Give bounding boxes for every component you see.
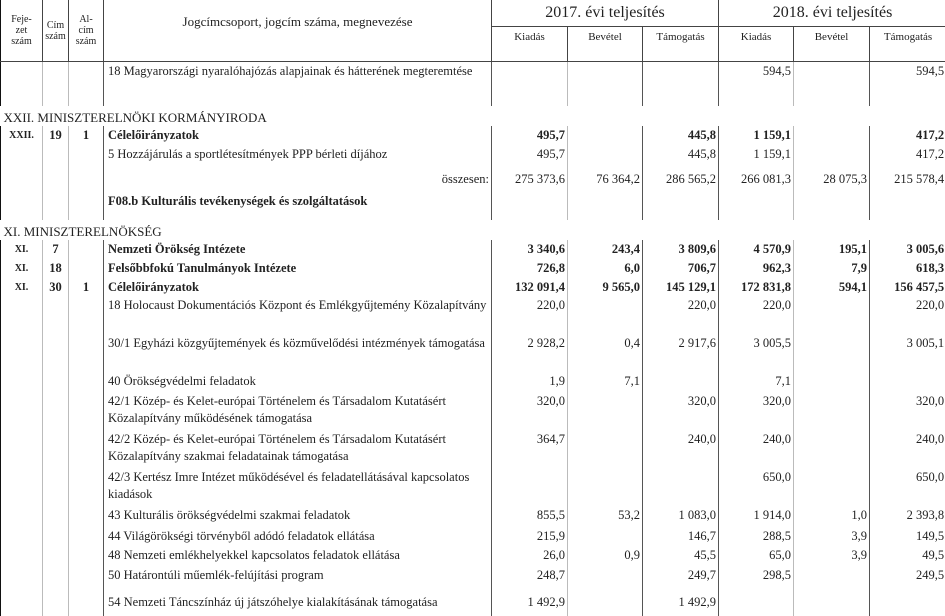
fejezet-cell <box>1 62 43 106</box>
fejezet-cell <box>1 430 43 468</box>
item-name: 50 Határontúli műemlék-felújítási program <box>104 566 492 593</box>
value-kiadas-2017: 726,8 <box>492 259 568 278</box>
header-2018-tamogatas: Támogatás <box>870 27 945 62</box>
value-bevetel-2017: 243,4 <box>568 240 643 259</box>
value-tamogatas-2017: 146,7 <box>643 527 719 546</box>
fejezet-cell: XXII. <box>1 126 43 145</box>
alcim-cell: 1 <box>69 278 104 296</box>
alcim-cell <box>69 392 104 430</box>
value-bevetel-2018 <box>794 334 870 372</box>
item-name: Felsőbbfokú Tanulmányok Intézete <box>104 259 492 278</box>
value-tamogatas-2017: 1 492,9 <box>643 593 719 616</box>
value-bevetel-2018: 195,1 <box>794 240 870 259</box>
value-kiadas-2017: 320,0 <box>492 392 568 430</box>
value-bevetel-2018 <box>794 62 870 106</box>
table-row <box>1 392 945 430</box>
cim-cell <box>43 527 69 546</box>
cim-cell <box>43 372 69 392</box>
value-tamogatas-2017: 45,5 <box>643 546 719 566</box>
value-tamogatas-2017 <box>643 192 719 220</box>
value-kiadas-2018: 4 570,9 <box>719 240 794 259</box>
value-tamogatas-2017: 445,8 <box>643 126 719 145</box>
fejezet-cell <box>1 296 43 334</box>
item-name: 48 Nemzeti emlékhelyekkel kapcsolatos feladatok ellátása <box>104 546 492 566</box>
alcim-cell <box>69 296 104 334</box>
alcim-cell <box>69 62 104 106</box>
value-bevetel-2018 <box>794 392 870 430</box>
value-bevetel-2018 <box>794 566 870 593</box>
value-bevetel-2018 <box>794 192 870 220</box>
header-2017-kiadas: Kiadás <box>492 27 568 62</box>
value-bevetel-2018: 3,9 <box>794 527 870 546</box>
value-tamogatas-2018: 149,5 <box>870 527 945 546</box>
item-name: 30/1 Egyházi közgyűjtemények és közművelődési intézmények támogatása <box>104 334 492 372</box>
value-kiadas-2017: 855,5 <box>492 506 568 527</box>
value-kiadas-2017: 132 091,4 <box>492 278 568 296</box>
value-kiadas-2018: 320,0 <box>719 392 794 430</box>
cim-cell <box>43 62 69 106</box>
item-name: 40 Örökségvédelmi feladatok <box>104 372 492 392</box>
table-row <box>1 593 945 616</box>
item-name: 42/3 Kertész Imre Intézet működésével és feladatellátásával kapcsolatos kiadások <box>104 468 492 506</box>
value-kiadas-2018: 3 005,5 <box>719 334 794 372</box>
cim-cell: 19 <box>43 126 69 145</box>
alcim-cell <box>69 527 104 546</box>
value-tamogatas-2018: 417,2 <box>870 126 945 145</box>
table-row <box>1 468 945 506</box>
value-kiadas-2018: 240,0 <box>719 430 794 468</box>
value-bevetel-2017 <box>568 527 643 546</box>
item-name: 54 Nemzeti Táncszínház új játszóhelye kialakításának támogatása <box>104 593 492 616</box>
fejezet-cell <box>1 192 43 220</box>
alcim-cell <box>69 145 104 163</box>
alcim-cell <box>69 334 104 372</box>
fejezet-cell <box>1 372 43 392</box>
cim-cell <box>43 430 69 468</box>
alcim-cell: 1 <box>69 126 104 145</box>
value-kiadas-2018 <box>719 192 794 220</box>
value-bevetel-2017 <box>568 145 643 163</box>
cim-cell <box>43 334 69 372</box>
section-heading-row <box>1 220 945 240</box>
fejezet-cell <box>1 506 43 527</box>
item-name: F08.b Kulturális tevékenységek és szolgáltatások <box>104 192 492 220</box>
value-bevetel-2017 <box>568 468 643 506</box>
table-row <box>1 527 945 546</box>
value-kiadas-2018 <box>719 593 794 616</box>
alcim-cell <box>69 546 104 566</box>
value-tamogatas-2018: 594,5 <box>870 62 945 106</box>
value-bevetel-2018: 3,9 <box>794 546 870 566</box>
value-bevetel-2017 <box>568 593 643 616</box>
table-row <box>1 62 945 106</box>
alcim-cell <box>69 372 104 392</box>
item-name: összesen: <box>104 163 492 192</box>
value-bevetel-2017: 76 364,2 <box>568 163 643 192</box>
value-tamogatas-2018: 215 578,4 <box>870 163 945 192</box>
value-bevetel-2018 <box>794 145 870 163</box>
value-bevetel-2018: 28 075,3 <box>794 163 870 192</box>
cim-cell: 30 <box>43 278 69 296</box>
header-alcim: Al- cím szám <box>69 0 104 62</box>
cim-cell: 7 <box>43 240 69 259</box>
value-tamogatas-2018 <box>870 192 945 220</box>
value-kiadas-2017 <box>492 468 568 506</box>
item-name: 43 Kulturális örökségvédelmi szakmai feladatok <box>104 506 492 527</box>
total-row <box>1 163 945 192</box>
fejezet-cell <box>1 392 43 430</box>
value-tamogatas-2017: 240,0 <box>643 430 719 468</box>
header-name: Jogcímcsoport, jogcím száma, megnevezése <box>104 0 492 62</box>
cim-cell <box>43 392 69 430</box>
value-tamogatas-2018: 3 005,6 <box>870 240 945 259</box>
value-tamogatas-2018: 3 005,1 <box>870 334 945 372</box>
table-row <box>1 546 945 566</box>
item-name: 5 Hozzájárulás a sportlétesítmények PPP bérleti díjához <box>104 145 492 163</box>
value-kiadas-2017: 495,7 <box>492 126 568 145</box>
item-name: 42/1 Közép- és Kelet-európai Történelem és Társadalom Kutatásért Közalapítvány működésének támogatása <box>104 392 492 430</box>
alcim-cell <box>69 163 104 192</box>
table-row <box>1 240 945 259</box>
cim-cell <box>43 145 69 163</box>
value-tamogatas-2017: 286 565,2 <box>643 163 719 192</box>
value-kiadas-2018: 65,0 <box>719 546 794 566</box>
value-bevetel-2018 <box>794 372 870 392</box>
header-2018-kiadas: Kiadás <box>719 27 794 62</box>
value-kiadas-2017: 364,7 <box>492 430 568 468</box>
value-kiadas-2018: 1 159,1 <box>719 126 794 145</box>
table-header <box>1 0 945 62</box>
fejezet-cell <box>1 145 43 163</box>
value-kiadas-2018: 298,5 <box>719 566 794 593</box>
value-kiadas-2017: 3 340,6 <box>492 240 568 259</box>
value-bevetel-2018 <box>794 296 870 334</box>
value-kiadas-2018: 288,5 <box>719 527 794 546</box>
value-tamogatas-2017: 445,8 <box>643 145 719 163</box>
table-row <box>1 259 945 278</box>
value-bevetel-2017 <box>568 296 643 334</box>
fejezet-cell: XI. <box>1 259 43 278</box>
value-kiadas-2017: 1 492,9 <box>492 593 568 616</box>
value-tamogatas-2018: 320,0 <box>870 392 945 430</box>
fejezet-cell: XI. <box>1 240 43 259</box>
value-kiadas-2018: 172 831,8 <box>719 278 794 296</box>
cim-cell <box>43 566 69 593</box>
value-kiadas-2017: 220,0 <box>492 296 568 334</box>
value-bevetel-2018 <box>794 468 870 506</box>
fejezet-cell <box>1 527 43 546</box>
value-bevetel-2017 <box>568 126 643 145</box>
value-tamogatas-2018 <box>870 372 945 392</box>
value-tamogatas-2018: 156 457,5 <box>870 278 945 296</box>
value-kiadas-2017 <box>492 192 568 220</box>
header-2017-tamogatas: Támogatás <box>643 27 719 62</box>
item-name: Nemzeti Örökség Intézete <box>104 240 492 259</box>
item-name: 44 Világörökségi törvényből adódó feladatok ellátása <box>104 527 492 546</box>
header-2018: 2018. évi teljesítés <box>719 0 945 27</box>
value-tamogatas-2018: 249,5 <box>870 566 945 593</box>
value-kiadas-2018: 594,5 <box>719 62 794 106</box>
alcim-cell <box>69 259 104 278</box>
value-bevetel-2018 <box>794 593 870 616</box>
fejezet-cell <box>1 546 43 566</box>
value-kiadas-2017: 1,9 <box>492 372 568 392</box>
value-tamogatas-2017: 2 917,6 <box>643 334 719 372</box>
item-name: 18 Holocaust Dokumentációs Központ és Emlékgyűjtemény Közalapítvány <box>104 296 492 334</box>
alcim-cell <box>69 430 104 468</box>
header-2017-bevetel: Bevétel <box>568 27 643 62</box>
value-kiadas-2017 <box>492 62 568 106</box>
value-tamogatas-2017: 249,7 <box>643 566 719 593</box>
table-row <box>1 145 945 163</box>
header-fejezet: Feje- zet szám <box>1 0 43 62</box>
value-tamogatas-2018: 49,5 <box>870 546 945 566</box>
section-title: XXII. MINISZTERELNÖKI KORMÁNYIRODA <box>3 109 267 125</box>
item-name: Célelőirányzatok <box>104 278 492 296</box>
value-bevetel-2018: 1,0 <box>794 506 870 527</box>
fejezet-cell <box>1 566 43 593</box>
value-tamogatas-2017: 3 809,6 <box>643 240 719 259</box>
value-kiadas-2018: 220,0 <box>719 296 794 334</box>
alcim-cell <box>69 192 104 220</box>
value-bevetel-2017 <box>568 566 643 593</box>
value-bevetel-2018 <box>794 430 870 468</box>
value-bevetel-2017 <box>568 62 643 106</box>
value-kiadas-2018: 1 914,0 <box>719 506 794 527</box>
value-tamogatas-2017 <box>643 372 719 392</box>
value-tamogatas-2017: 320,0 <box>643 392 719 430</box>
table-row <box>1 126 945 145</box>
table-row <box>1 334 945 372</box>
alcim-cell <box>69 240 104 259</box>
table-row <box>1 566 945 593</box>
value-bevetel-2017 <box>568 392 643 430</box>
header-2017: 2017. évi teljesítés <box>492 0 719 27</box>
value-kiadas-2017: 215,9 <box>492 527 568 546</box>
value-bevetel-2017 <box>568 430 643 468</box>
table-row <box>1 296 945 334</box>
value-kiadas-2017: 495,7 <box>492 145 568 163</box>
value-kiadas-2017: 2 928,2 <box>492 334 568 372</box>
alcim-cell <box>69 566 104 593</box>
value-tamogatas-2017: 706,7 <box>643 259 719 278</box>
cim-cell <box>43 192 69 220</box>
value-kiadas-2018: 7,1 <box>719 372 794 392</box>
value-tamogatas-2017: 220,0 <box>643 296 719 334</box>
value-tamogatas-2018: 240,0 <box>870 430 945 468</box>
fejezet-cell: XI. <box>1 278 43 296</box>
section-title: XI. MINISZTERELNÖKSÉG <box>3 223 162 239</box>
alcim-cell <box>69 468 104 506</box>
item-name: Célelőirányzatok <box>104 126 492 145</box>
table-body <box>1 62 945 616</box>
value-bevetel-2018: 7,9 <box>794 259 870 278</box>
cim-cell <box>43 163 69 192</box>
value-kiadas-2017: 275 373,6 <box>492 163 568 192</box>
alcim-cell <box>69 593 104 616</box>
value-bevetel-2017: 0,4 <box>568 334 643 372</box>
value-tamogatas-2018: 220,0 <box>870 296 945 334</box>
section-heading-row <box>1 106 945 126</box>
alcim-cell <box>69 506 104 527</box>
fejezet-cell <box>1 163 43 192</box>
value-tamogatas-2018: 2 393,8 <box>870 506 945 527</box>
value-tamogatas-2017 <box>643 62 719 106</box>
value-bevetel-2017 <box>568 192 643 220</box>
item-name: 42/2 Közép- és Kelet-európai Történelem és Társadalom Kutatásért Közalapítvány szakmai feladatainak támogatása <box>104 430 492 468</box>
value-tamogatas-2018 <box>870 593 945 616</box>
value-tamogatas-2017: 145 129,1 <box>643 278 719 296</box>
value-bevetel-2017: 6,0 <box>568 259 643 278</box>
value-tamogatas-2018: 650,0 <box>870 468 945 506</box>
value-bevetel-2017: 9 565,0 <box>568 278 643 296</box>
cim-cell: 18 <box>43 259 69 278</box>
cim-cell <box>43 593 69 616</box>
value-kiadas-2018: 650,0 <box>719 468 794 506</box>
value-bevetel-2017: 7,1 <box>568 372 643 392</box>
fejezet-cell <box>1 334 43 372</box>
table-row <box>1 372 945 392</box>
table-row <box>1 278 945 296</box>
item-name: 18 Magyarországi nyaralóhajózás alapjainak és hátterének megteremtése <box>104 62 492 106</box>
value-bevetel-2017: 53,2 <box>568 506 643 527</box>
value-kiadas-2017: 26,0 <box>492 546 568 566</box>
value-tamogatas-2017 <box>643 468 719 506</box>
value-kiadas-2017: 248,7 <box>492 566 568 593</box>
header-cim: Cím szám <box>43 0 69 62</box>
value-tamogatas-2017: 1 083,0 <box>643 506 719 527</box>
header-2018-bevetel: Bevétel <box>794 27 870 62</box>
fejezet-cell <box>1 468 43 506</box>
cim-cell <box>43 468 69 506</box>
value-kiadas-2018: 962,3 <box>719 259 794 278</box>
cim-cell <box>43 506 69 527</box>
value-tamogatas-2018: 417,2 <box>870 145 945 163</box>
table-row <box>1 192 945 220</box>
value-kiadas-2018: 1 159,1 <box>719 145 794 163</box>
value-bevetel-2018 <box>794 126 870 145</box>
value-bevetel-2018: 594,1 <box>794 278 870 296</box>
table-row <box>1 506 945 527</box>
value-bevetel-2017: 0,9 <box>568 546 643 566</box>
cim-cell <box>43 296 69 334</box>
cim-cell <box>43 546 69 566</box>
table-row <box>1 430 945 468</box>
value-tamogatas-2018: 618,3 <box>870 259 945 278</box>
value-kiadas-2018: 266 081,3 <box>719 163 794 192</box>
fejezet-cell <box>1 593 43 616</box>
